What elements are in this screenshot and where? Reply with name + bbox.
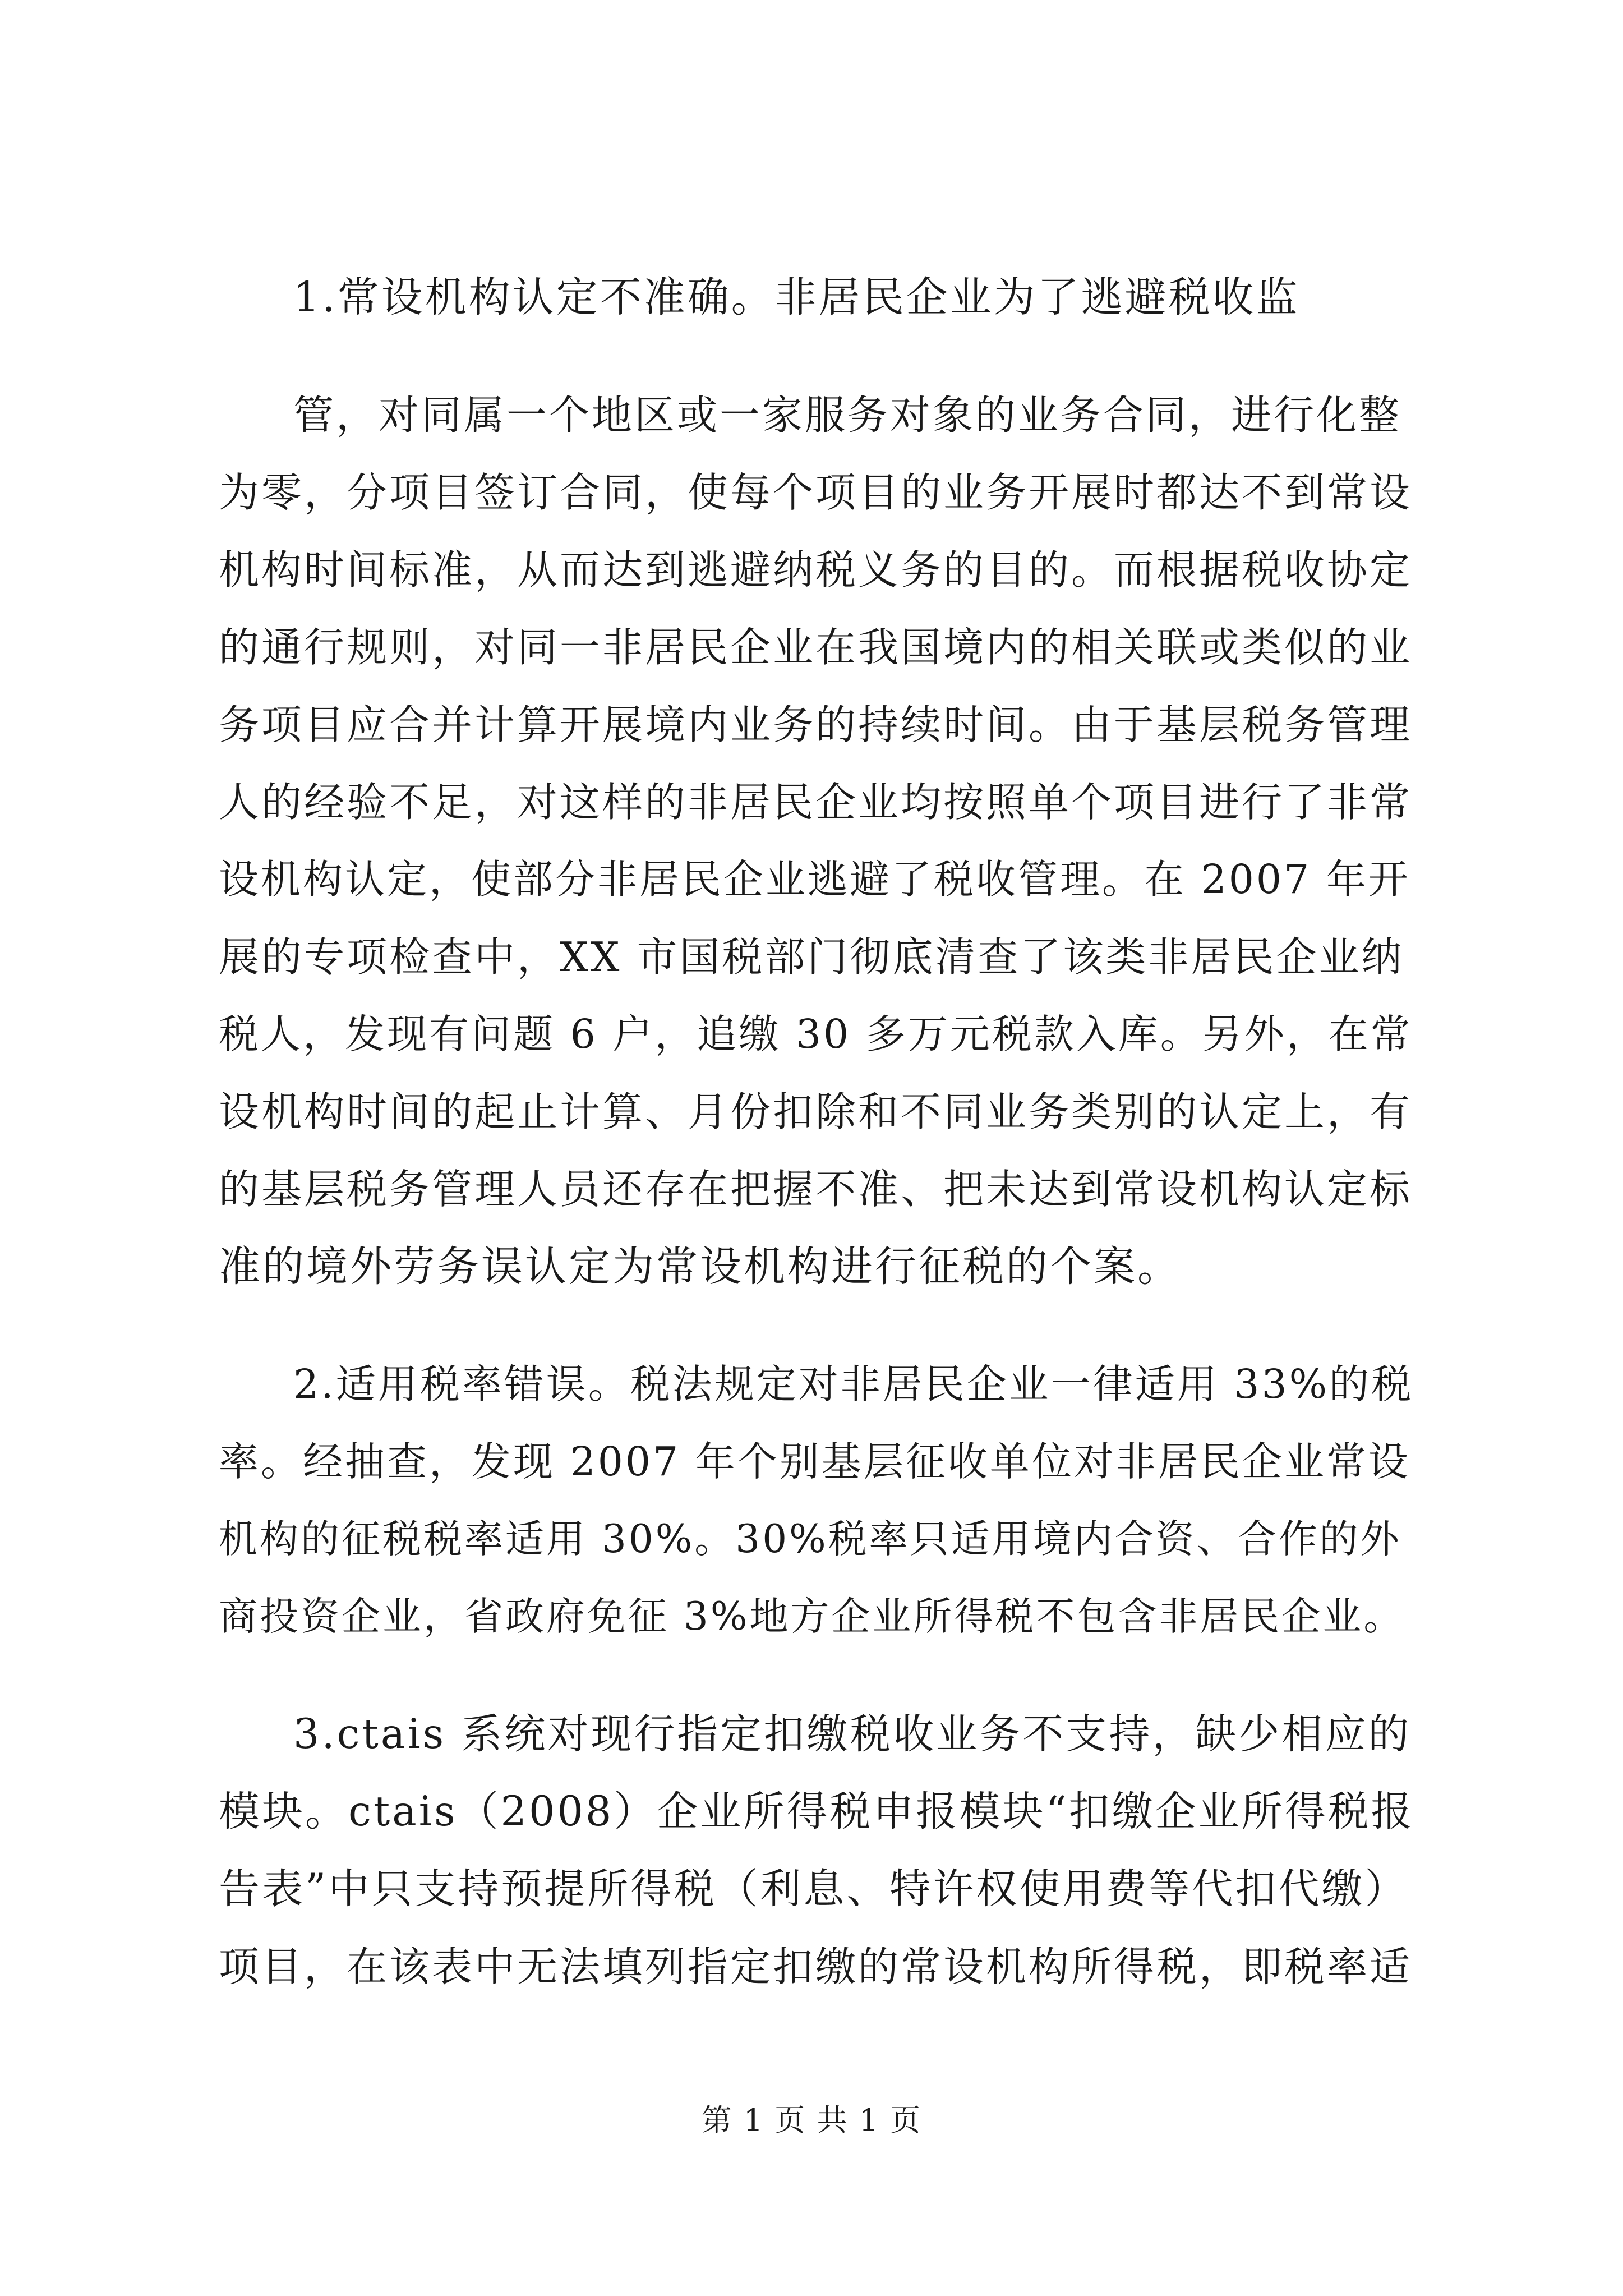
text-line: 2.适用税率错误。税法规定对非居民企业一律适用 33%的税 (293, 1361, 1414, 1407)
text-line: 人的经验不足，对这样的非居民企业均按照单个项目进行了非常 (219, 779, 1413, 826)
text-line: 3.ctais 系统对现行指定扣缴税收业务不支持，缺少相应的 (293, 1710, 1412, 1758)
page-footer: 第 1 页 共 1 页 (701, 2102, 922, 2138)
text-line: 务项目应合并计算开展境内业务的持续时间。由于基层税务管理 (219, 701, 1413, 748)
text-line: 项目，在该表中无法填列指定扣缴的常设机构所得税，即税率适 (219, 1943, 1413, 1990)
text-line: 1.常设机构认定不准确。非居民企业为了逃避税收监 (293, 273, 1300, 321)
text-line: 管，对同属一个地区或一家服务对象的业务合同，进行化整 (293, 392, 1402, 439)
text-line: 设机构时间的起止计算、月份扣除和不同业务类别的认定上，有 (219, 1088, 1413, 1135)
text-line: 机构时间标准，从而达到逃避纳税义务的目的。而根据税收协定 (219, 546, 1413, 593)
text-line: 机构的征税税率适用 30%。30%税率只适用境内合资、合作的外 (219, 1517, 1401, 1562)
text-line: 告表”中只支持预提所得税（利息、特许权使用费等代扣代缴） (219, 1865, 1408, 1913)
text-line: 设机构认定，使部分非居民企业逃避了税收管理。在 2007 年开 (219, 856, 1410, 903)
text-line: 为零，分项目签订合同，使每个项目的业务开展时都达不到常设 (219, 469, 1413, 516)
text-line: 商投资企业，省政府免征 3%地方企业所得税不包含非居民企业。 (219, 1594, 1405, 1639)
text-line: 模块。ctais（2008）企业所得税申报模块“扣缴企业所得税报 (219, 1788, 1414, 1835)
text-line: 准的境外劳务误认定为常设机构进行征税的个案。 (219, 1243, 1181, 1291)
text-line: 率。经抽查，发现 2007 年个别基层征收单位对非居民企业常设 (219, 1438, 1410, 1485)
text-line: 展的专项检查中，XX 市国税部门彻底清查了该类非居民企业纳 (219, 933, 1404, 981)
text-line: 税人，发现有问题 6 户，追缴 30 多万元税款入库。另外，在常 (219, 1011, 1413, 1057)
text-line: 的通行规则，对同一非居民企业在我国境内的相关联或类似的业 (219, 624, 1413, 671)
text-line: 的基层税务管理人员还存在把握不准、把未达到常设机构认定标 (219, 1166, 1413, 1213)
